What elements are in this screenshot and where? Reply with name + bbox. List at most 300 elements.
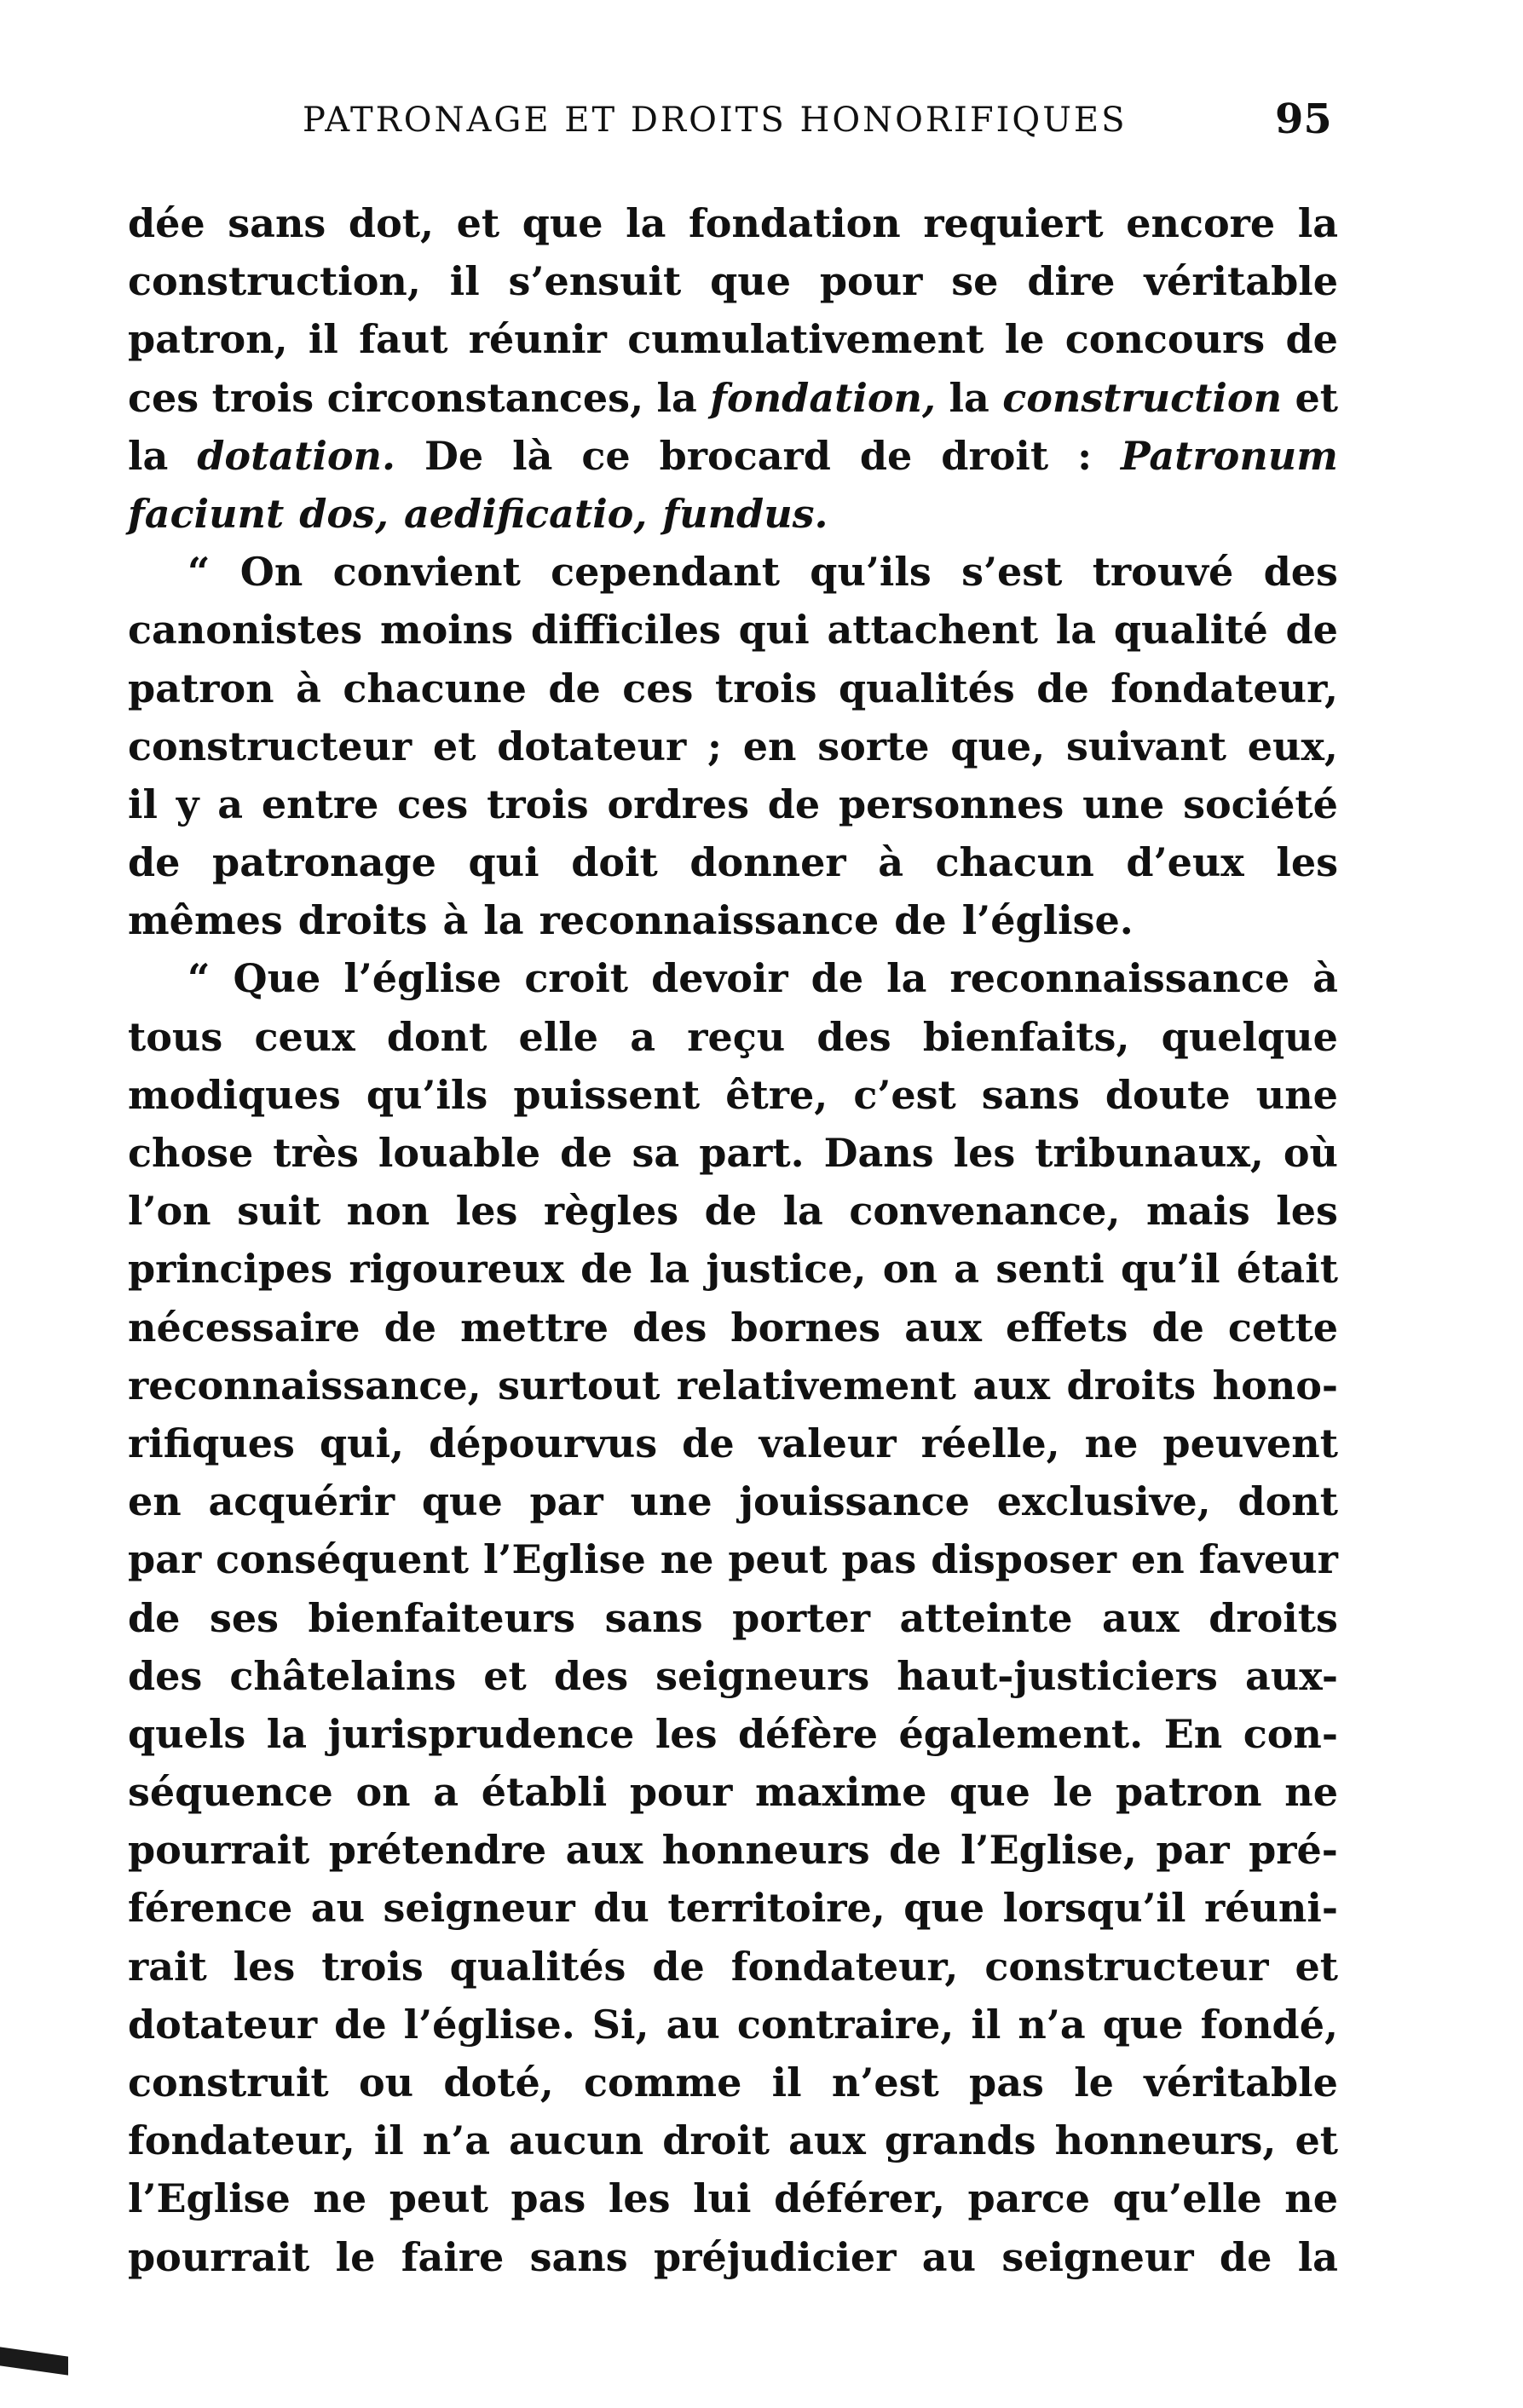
word: atteinte	[899, 1594, 1073, 1641]
word: sans	[529, 2233, 628, 2280]
word: reconnaissance	[949, 955, 1290, 1002]
word: de	[704, 1188, 758, 1235]
word: exclusive,	[996, 1478, 1211, 1525]
word: les	[1276, 1188, 1338, 1235]
word: :	[1077, 432, 1093, 479]
word: justice,	[706, 1246, 867, 1293]
word: que,	[950, 723, 1046, 769]
word: a	[630, 1013, 656, 1060]
word: pré-	[1249, 1827, 1338, 1874]
word: disposer	[931, 1536, 1117, 1583]
word: au	[921, 2233, 977, 2280]
text-line	[128, 2111, 1338, 2169]
word: rait	[128, 1943, 207, 1990]
word: parce	[967, 2175, 1091, 2222]
word: a	[954, 1246, 980, 1293]
word: dont	[386, 1013, 487, 1060]
text-line	[128, 1008, 1338, 1066]
word: par	[128, 1536, 202, 1583]
word: n’a	[1018, 2001, 1086, 2048]
word: de	[767, 781, 821, 827]
word: valeur	[759, 1420, 897, 1466]
text-line	[128, 1240, 1338, 1298]
word: cependant	[551, 549, 780, 596]
word: l’on	[128, 1188, 211, 1235]
word: convenance,	[849, 1188, 1121, 1235]
word: cumulativement	[627, 316, 984, 363]
text-line	[128, 1647, 1338, 1705]
word: doute	[1105, 1071, 1231, 1118]
word: grands	[884, 2117, 1036, 2164]
word: On	[239, 549, 303, 596]
word: construction	[1002, 374, 1283, 421]
word: qui,	[319, 1420, 405, 1466]
word: les	[953, 1130, 1016, 1176]
word: s’est	[961, 549, 1063, 596]
word: suivant	[1065, 723, 1227, 769]
text-line	[128, 1357, 1338, 1414]
word: pour	[819, 258, 923, 305]
word: la	[1055, 607, 1097, 654]
word: au	[310, 1885, 366, 1932]
word: les	[655, 1710, 718, 1757]
word: ses	[209, 1594, 280, 1641]
word: dépourvus	[429, 1420, 658, 1466]
word: lorsqu’il	[1002, 1885, 1186, 1932]
word: pourrait	[128, 1827, 310, 1874]
word: jurisprudence	[327, 1710, 635, 1757]
word: fondation	[689, 200, 901, 246]
word: où	[1283, 1130, 1338, 1176]
word: seigneurs	[655, 1652, 870, 1699]
word: du	[593, 1885, 649, 1932]
word: qu’elle	[1112, 2175, 1262, 2222]
word: conséquent	[216, 1536, 470, 1583]
word: quels	[128, 1710, 246, 1757]
word: les	[455, 1188, 518, 1235]
word: donner	[689, 839, 846, 886]
word: que	[710, 258, 791, 305]
word: et	[1295, 1943, 1338, 1990]
text-line	[128, 485, 1338, 543]
text-line	[128, 1763, 1338, 1821]
text-line	[128, 949, 1338, 1007]
word: pas	[511, 2175, 586, 2222]
word: fondateur,	[730, 1943, 959, 1990]
word: châtelains	[229, 1652, 457, 1699]
word: a	[433, 1769, 459, 1816]
word: de	[682, 1420, 735, 1466]
word: de	[1285, 607, 1338, 654]
word: véritable	[1144, 2059, 1338, 2106]
word: bornes	[730, 1304, 881, 1351]
word: trouvé	[1092, 549, 1234, 596]
word: que	[522, 200, 603, 246]
word: la	[483, 897, 524, 944]
word: de	[1219, 2233, 1272, 2280]
word: aux-	[1244, 1652, 1338, 1699]
word: patronage	[212, 839, 436, 886]
word: circonstances,	[326, 374, 644, 421]
word: également.	[898, 1710, 1144, 1757]
text-line	[128, 2054, 1338, 2111]
text-line	[128, 775, 1338, 833]
word: que	[1102, 2001, 1184, 2048]
word: et	[1295, 2117, 1338, 2164]
text-line	[128, 310, 1338, 368]
word: et	[1295, 374, 1338, 421]
word: des	[816, 1013, 891, 1060]
word: qu’il	[1121, 1246, 1220, 1293]
page-number: 95	[1275, 95, 1332, 143]
word: de	[811, 955, 864, 1002]
word: et	[432, 723, 476, 769]
word: faire	[401, 2233, 505, 2280]
word: De	[424, 432, 484, 479]
word: tribunaux,	[1035, 1130, 1264, 1176]
word: qualités	[449, 1943, 626, 1990]
word: des	[632, 1304, 707, 1351]
word: était	[1236, 1246, 1338, 1293]
word: faveur	[1198, 1536, 1338, 1583]
word: la	[626, 200, 666, 246]
word: l’église	[343, 955, 502, 1002]
word: par	[529, 1478, 603, 1525]
word: chacun	[935, 839, 1094, 886]
word: mettre	[460, 1304, 609, 1351]
word: lui	[693, 2175, 752, 2222]
text-line	[128, 717, 1338, 775]
word: dotateur	[128, 2001, 318, 2048]
word: pas	[969, 2059, 1044, 2106]
word: principes	[128, 1246, 333, 1293]
word: le	[1074, 2059, 1114, 2106]
word: cette	[1227, 1304, 1338, 1351]
word: pour	[629, 1769, 733, 1816]
word: être,	[725, 1071, 828, 1118]
word: de	[560, 1130, 613, 1176]
word: entre	[261, 781, 379, 827]
word: il	[373, 2117, 404, 2164]
word: “	[187, 549, 211, 596]
word: dire	[1027, 258, 1116, 305]
word: le	[1053, 1769, 1093, 1816]
word: reconnaissance,	[128, 1362, 482, 1409]
word: droits	[1066, 1362, 1197, 1409]
word: construction,	[128, 258, 421, 305]
word: croit	[524, 955, 629, 1002]
text-line	[128, 427, 1338, 485]
word: eux,	[1247, 723, 1338, 769]
word: une	[1255, 1071, 1338, 1118]
word: qui	[468, 839, 539, 886]
text-line	[128, 1124, 1338, 1182]
word: ordres	[607, 781, 749, 827]
word: devoir	[651, 955, 788, 1002]
word: qualité	[1113, 607, 1268, 654]
word: aux	[904, 1304, 982, 1351]
word: a	[217, 781, 244, 827]
word: Que	[233, 955, 321, 1002]
word: construit	[128, 2059, 329, 2106]
word: à	[878, 839, 904, 886]
word: Dans	[823, 1130, 934, 1176]
word: une	[1082, 781, 1165, 827]
word: les	[608, 2175, 671, 2222]
word: tous	[128, 1013, 223, 1060]
word: il	[308, 316, 338, 363]
word: doit	[571, 839, 658, 886]
word: mais	[1145, 1188, 1250, 1235]
word: une	[630, 1478, 712, 1525]
word: de	[859, 432, 913, 479]
word: des	[128, 1652, 203, 1699]
word: attachent	[827, 607, 1039, 654]
word: ce	[581, 432, 631, 479]
word: seigneur	[1001, 2233, 1194, 2280]
word: de	[334, 2001, 387, 2048]
word: dos,	[299, 490, 389, 537]
word: de	[652, 1943, 705, 1990]
word: le	[1004, 316, 1045, 363]
word: trois	[487, 781, 589, 827]
word: de	[548, 665, 601, 711]
word: non	[346, 1188, 430, 1235]
word: de	[894, 897, 947, 944]
word: ne	[660, 1536, 714, 1583]
word: aux	[1102, 1594, 1180, 1641]
word: maxime	[755, 1769, 927, 1816]
word: canonistes	[128, 607, 363, 654]
word: ;	[707, 723, 723, 769]
word: chacune	[343, 665, 527, 711]
word: s’ensuit	[508, 258, 682, 305]
word: préjudicier	[654, 2233, 897, 2280]
text-line	[128, 2169, 1338, 2227]
word: ne	[313, 2175, 367, 2222]
word: dot,	[348, 200, 435, 246]
word: des	[553, 1652, 629, 1699]
word: trois	[714, 665, 817, 711]
word: sans	[604, 1594, 703, 1641]
word: aucun	[509, 2117, 644, 2164]
word: ou	[358, 2059, 414, 2106]
word: dée	[128, 200, 205, 246]
word: Si,	[591, 2001, 649, 2048]
word: il	[128, 781, 158, 827]
text-line	[128, 1066, 1338, 1124]
word: Patronum	[1121, 432, 1338, 479]
word: on	[882, 1246, 937, 1293]
word: là	[512, 432, 553, 479]
word: honneurs	[661, 1827, 870, 1874]
text-line	[128, 1938, 1338, 1996]
word: sorte	[817, 723, 930, 769]
word: rigoureux	[349, 1246, 564, 1293]
word: de	[889, 1827, 942, 1874]
word: à	[442, 897, 469, 944]
text-line	[128, 833, 1338, 891]
word: au	[666, 2001, 720, 2048]
word: l’église.	[403, 2001, 575, 2048]
word: pourrait	[128, 2233, 310, 2280]
word: se	[951, 258, 999, 305]
word: que	[421, 1478, 503, 1525]
word: relativement	[676, 1362, 956, 1409]
word: le	[335, 2233, 376, 2280]
text-line	[128, 543, 1338, 601]
word: la	[886, 955, 927, 1002]
word: bienfaiteurs	[308, 1594, 576, 1641]
text-line	[128, 891, 1338, 949]
word: moins	[379, 607, 514, 654]
word: requiert	[923, 200, 1104, 246]
word: doté,	[443, 2059, 554, 2106]
word: en	[128, 1478, 182, 1525]
word: elle	[518, 1013, 599, 1060]
word: mêmes	[128, 897, 283, 944]
word: droits	[1209, 1594, 1338, 1641]
text-line	[128, 1705, 1338, 1763]
word: haut-justiciers	[897, 1652, 1218, 1699]
word: aux	[788, 2117, 866, 2164]
word: la	[128, 432, 169, 479]
word: faciunt	[128, 490, 285, 537]
word: constructeur	[128, 723, 412, 769]
word: peuvent	[1162, 1420, 1338, 1466]
word: ne	[1084, 1420, 1139, 1466]
word: surtout	[498, 1362, 661, 1409]
word: sa	[632, 1130, 680, 1176]
word: comme	[584, 2059, 742, 2106]
word: l’église.	[961, 897, 1134, 944]
word: établi	[481, 1769, 608, 1816]
word: n’a	[422, 2117, 491, 2164]
running-title: PATRONAGE ET DROITS HONORIFIQUES	[303, 101, 1128, 140]
word: très	[273, 1130, 359, 1176]
word: ces	[128, 374, 199, 421]
word: trois	[321, 1943, 424, 1990]
word: “	[187, 955, 211, 1002]
word: et	[483, 1652, 527, 1699]
word: suit	[237, 1188, 321, 1235]
word: c’est	[853, 1071, 956, 1118]
word: ne	[1284, 2175, 1338, 2222]
word: rifiques	[128, 1420, 295, 1466]
word: peut	[728, 1536, 828, 1583]
word: dotation.	[197, 432, 396, 479]
text-line	[128, 194, 1338, 252]
text-line	[128, 1472, 1338, 1530]
word: les	[233, 1943, 296, 1990]
word: honneurs,	[1054, 2117, 1277, 2164]
text-line	[128, 1879, 1338, 1937]
word: patron	[128, 665, 274, 711]
word: règles	[543, 1188, 679, 1235]
word: part.	[699, 1130, 805, 1176]
word: férence	[128, 1885, 293, 1932]
word: n’est	[831, 2059, 939, 2106]
word: con-	[1243, 1710, 1338, 1757]
word: prétendre	[328, 1827, 547, 1874]
word: droits	[297, 897, 428, 944]
word: réunir	[468, 316, 607, 363]
scan-edge-mark	[0, 2347, 68, 2375]
word: fondateur,	[128, 2117, 355, 2164]
word: il	[971, 2001, 1001, 2048]
word: ces	[397, 781, 469, 827]
word: qu’ils	[810, 549, 932, 596]
word: droit	[662, 2117, 770, 2164]
text-line	[128, 1299, 1338, 1357]
word: société	[1183, 781, 1338, 827]
word: fondation,	[710, 374, 937, 421]
text-line	[128, 601, 1338, 659]
word: concours	[1064, 316, 1266, 363]
word: difficiles	[530, 607, 721, 654]
word: de	[384, 1304, 437, 1351]
word: en	[742, 723, 797, 769]
word: chose	[128, 1130, 254, 1176]
text-line	[128, 1414, 1338, 1472]
word: la	[782, 1188, 823, 1235]
word: droit	[941, 432, 1049, 479]
word: ne	[1284, 1769, 1338, 1816]
word: la	[949, 374, 989, 421]
word: constructeur	[984, 1943, 1269, 1990]
word: d’eux	[1126, 839, 1244, 886]
word: et	[456, 200, 500, 246]
word: nécessaire	[128, 1304, 361, 1351]
word: ces	[622, 665, 694, 711]
word: fondateur,	[1111, 665, 1338, 711]
text-line	[128, 369, 1338, 427]
word: aedificatio,	[403, 490, 648, 537]
word: acquérir	[208, 1478, 395, 1525]
word: à	[1312, 955, 1338, 1002]
word: fundus.	[662, 490, 828, 537]
word: puissent	[513, 1071, 701, 1118]
word: sans	[228, 200, 326, 246]
text-line	[128, 2228, 1338, 2286]
word: hono-	[1212, 1362, 1338, 1409]
word: trois	[211, 374, 314, 421]
word: qu’ils	[366, 1071, 488, 1118]
text-line	[128, 1996, 1338, 2054]
text-line	[128, 1182, 1338, 1240]
text-line	[128, 1530, 1338, 1588]
word: faut	[359, 316, 448, 363]
word: déférer,	[774, 2175, 945, 2222]
word: contraire,	[736, 2001, 955, 2048]
word: En	[1163, 1710, 1223, 1757]
word: dotateur	[497, 723, 687, 769]
word: en	[1130, 1536, 1185, 1583]
word: il	[771, 2059, 802, 2106]
word: porter	[732, 1594, 870, 1641]
word: la	[1297, 200, 1338, 246]
word: la	[649, 1246, 690, 1293]
word: on	[355, 1769, 411, 1816]
word: de	[1151, 1304, 1204, 1351]
word: louable	[378, 1130, 541, 1176]
word: y	[176, 781, 199, 827]
word: par	[1156, 1827, 1230, 1874]
word: peut	[389, 2175, 488, 2222]
word: quelque	[1161, 1013, 1338, 1060]
word: seigneur	[383, 1885, 575, 1932]
word: territoire,	[667, 1885, 886, 1932]
